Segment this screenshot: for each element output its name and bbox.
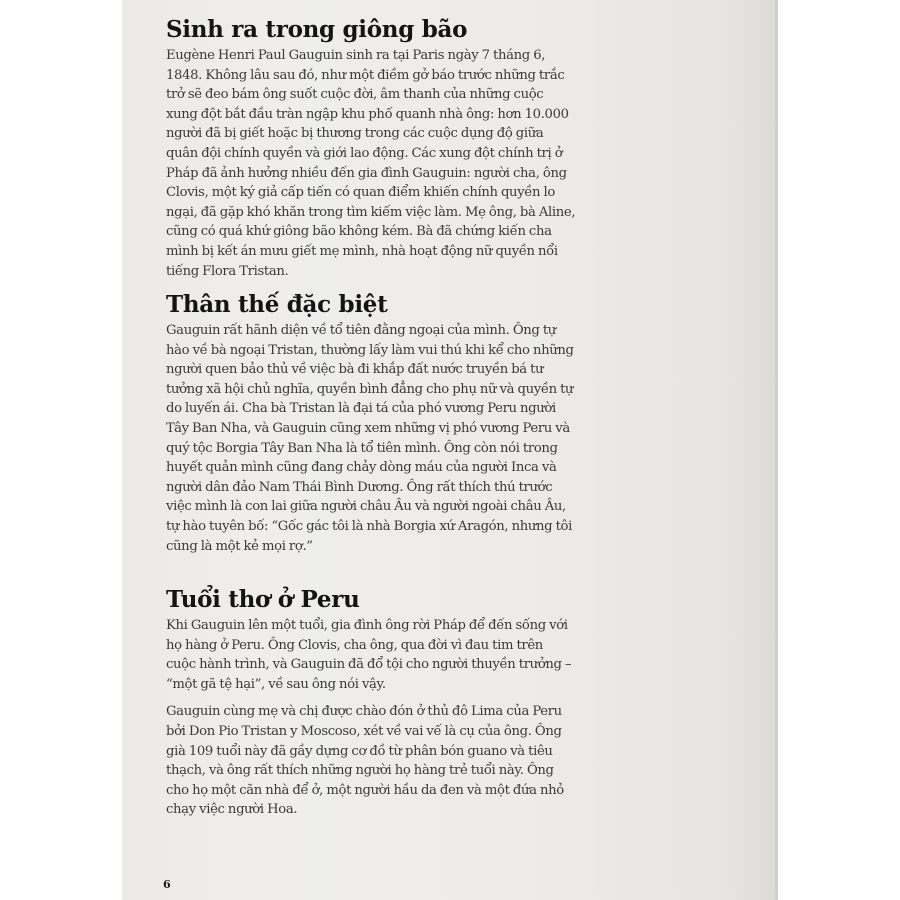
section-birth (166, 16, 576, 281)
section-paragraph: Gauguin rất hãnh diện về tổ tiên đằng ngoại của mình. Ông tự hào về bà ngoại Tristan, thường lấy làm vui thú khi kể cho những người quen bảo thủ về việc bà đi khắp đất nước truyền bá tư tưởng xã hội chủ nghĩa, quyền bình đẳng cho phụ nữ và quyền tự do luyến ái. Cha bà Tristan là đại tá của phó vương Peru người Tây Ban Nha, và Gauguin cũng xem những vị phó vương Peru và quý tộc Borgia Tây Ban Nha là tổ tiên mình. Ông còn nói trong huyết quản mình cũng đang chảy dòng máu của người Inca và người dân đảo Nam Thái Bình Dương. Ông rất thích thú trước việc mình là con lai giữa người châu Âu và người ngoài châu Âu, tự hào tuyên bố: “Gốc gác tôi là nhà Borgia xứ Aragón, nhưng tôi cũng là một kẻ mọi rợ.” (166, 323, 574, 554)
section-paragraph: Gauguin cùng mẹ và chị được chào đón ở thủ đô Lima của Peru bởi Don Pio Tristan y Moscoso, xét về vai vế là cụ của ông. Ông già 109 tuổi này đã gầy dựng cơ đồ từ phân bón guano và tiêu thạch, và ông rất thích những người họ hàng trẻ tuổi này. Ông cho họ một căn nhà để ở, một người hầu da đen và một đứa nhỏ chạy việc người Hoa. (166, 704, 564, 818)
section-heading: Sinh ra trong giông bão (166, 16, 468, 43)
section-ancestry (166, 291, 576, 556)
section-heading: Tuổi thơ ở Peru (166, 586, 360, 613)
page-number: 6 (163, 878, 171, 891)
page-edge-shadow (775, 0, 778, 900)
section-childhood-peru (166, 586, 576, 820)
section-paragraph: Khi Gauguin lên một tuổi, gia đình ông rời Pháp để đến sống với họ hàng ở Peru. Ông Clovis, cha ông, qua đời vì đau tim trên cuộc hành trình, và Gauguin đã đổ tội cho người thuyền trưởng – “một gã tệ hại”, về sau ông nói vậy. (166, 618, 572, 692)
section-paragraph: Eugène Henri Paul Gauguin sinh ra tại Paris ngày 7 tháng 6, 1848. Không lâu sau đó, như một điềm gở báo trước những trắc trở sẽ đeo bám ông suốt cuộc đời, âm thanh của những cuộc xung đột bắt đầu tràn ngập khu phố quanh nhà ông: hơn 10.000 người đã bị giết hoặc bị thương trong các cuộc dụng độ giữa quân đội chính quyền và giới lao động. Các xung đột chính trị ở Pháp đã ảnh hưởng nhiều đến gia đình Gauguin: người cha, ông Clovis, một ký giả cấp tiến có quan điểm khiến chính quyền lo ngại, đã gặp khó khăn trong tìm kiếm việc làm. Mẹ ông, bà Aline, cũng có quá khứ giông bão không kém. Bà đã chứng kiến cha mình bị kết án mưu giết mẹ mình, nhà hoạt động nữ quyền nổi tiếng Flora Tristan. (166, 48, 576, 279)
section-heading: Thân thế đặc biệt (166, 291, 388, 318)
book-page (122, 0, 778, 900)
